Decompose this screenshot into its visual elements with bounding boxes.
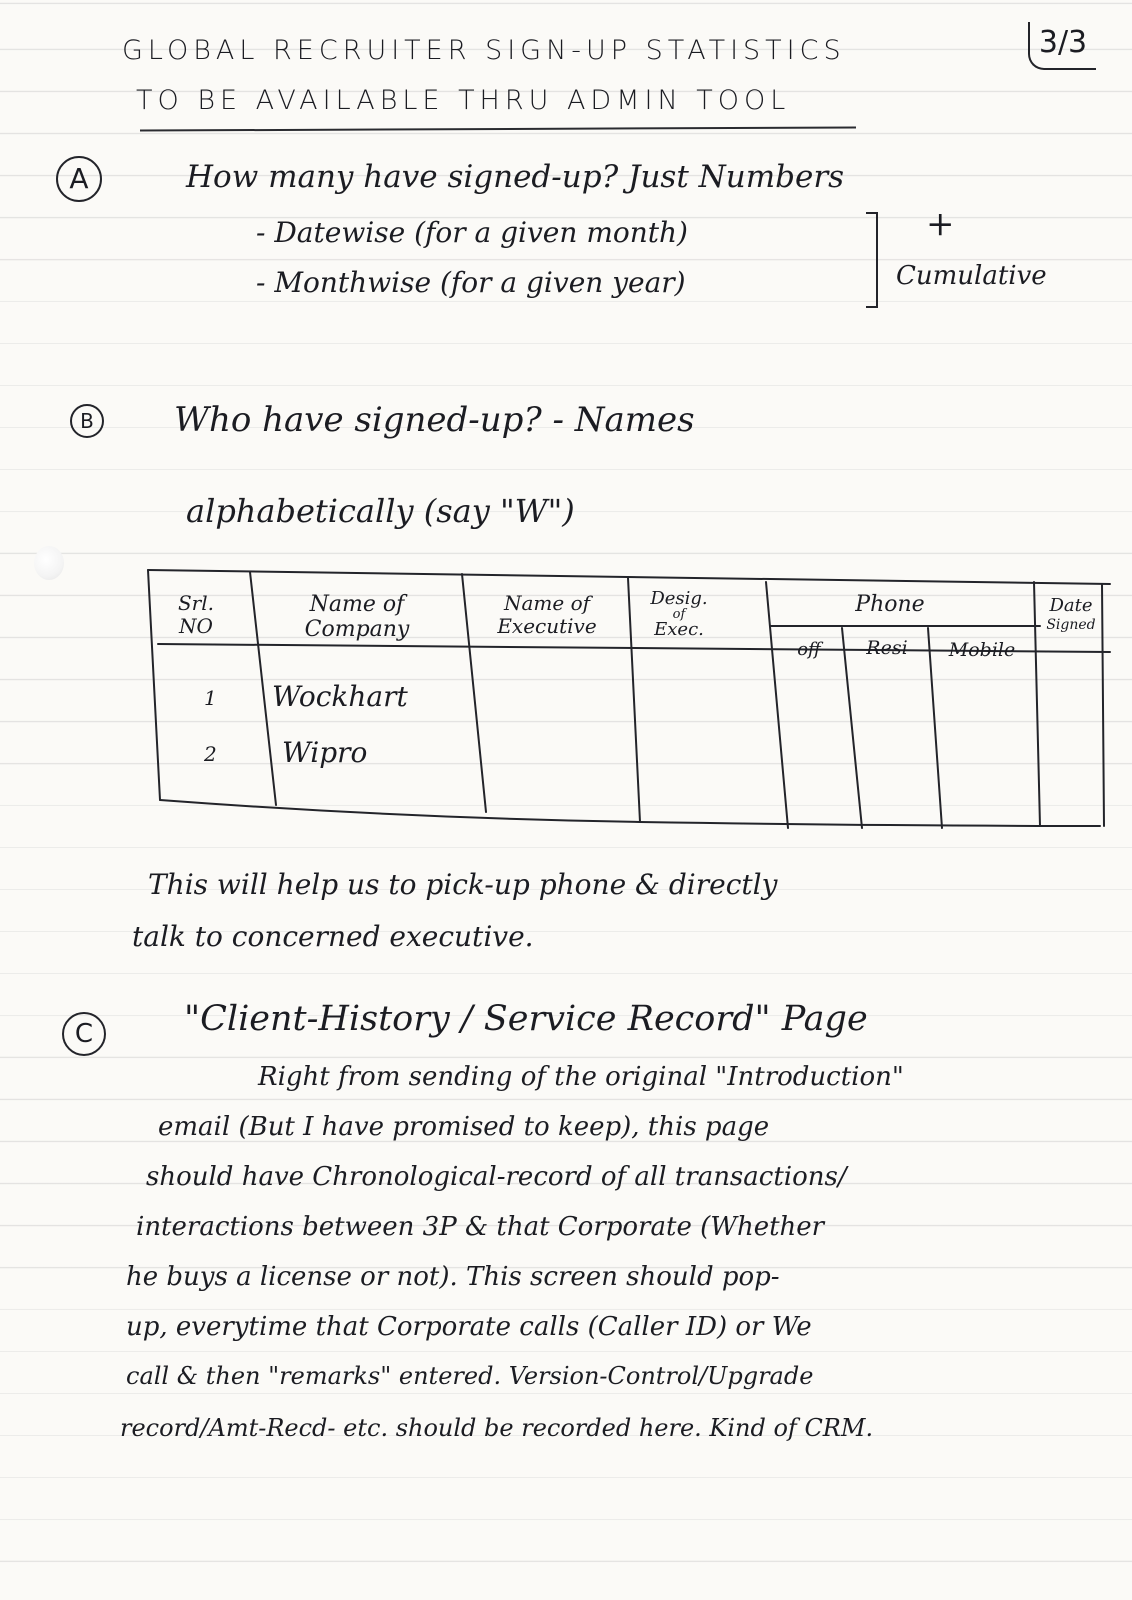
section-b-question: Who have signed-up? - Names	[174, 400, 695, 440]
section-a-marker: A	[56, 156, 102, 202]
header-phone-off: off	[797, 639, 821, 660]
header-executive-line2: Executive	[497, 614, 597, 638]
row-2-company: Wipro	[282, 736, 368, 769]
table-bottom-border	[160, 800, 1100, 826]
header-date	[1040, 596, 1102, 633]
header-date-line1: Date	[1049, 596, 1093, 616]
header-srl-line2: NO	[179, 614, 213, 638]
section-b-subtext: alphabetically (say "W")	[186, 492, 575, 530]
monthwise-item: - Monthwise (for a given year)	[256, 266, 686, 299]
row-2-no: 2	[204, 742, 217, 766]
title-line-1: GLOBAL RECRUITER SIGN-UP STATISTICS	[122, 35, 846, 66]
header-designation	[634, 590, 724, 639]
header-phone: Phone	[855, 592, 925, 617]
section-c-line-7: call & then "remarks" entered. Version-Control/Upgrade	[126, 1362, 814, 1390]
header-srl-no	[156, 592, 236, 638]
cumulative-label: Cumulative	[896, 261, 1047, 291]
title-line-2: TO BE AVAILABLE THRU ADMIN TOOL	[136, 85, 791, 116]
header-desig-line3: Exec.	[654, 619, 704, 640]
header-phone-resi: Resi	[866, 637, 908, 659]
col-line-right	[1102, 584, 1104, 826]
row-1-no: 1	[204, 686, 217, 710]
plus-sign: +	[926, 204, 955, 244]
header-executive	[470, 592, 624, 638]
datewise-item: - Datewise (for a given month)	[256, 216, 688, 249]
section-c-line-3: should have Chronological-record of all transactions/	[146, 1162, 847, 1192]
section-b-marker: B	[70, 404, 104, 438]
section-c-line-8: record/Amt-Recd- etc. should be recorded here. Kind of CRM.	[120, 1414, 874, 1442]
section-c-line-2: email (But I have promised to keep), this page	[158, 1112, 770, 1142]
page-number: 3/3	[1028, 22, 1096, 70]
header-company	[262, 592, 452, 643]
table-note-line-1: This will help us to pick-up phone & directly	[148, 868, 778, 901]
section-c-line-5: he buys a license or not). This screen should pop-	[126, 1262, 780, 1292]
header-desig-line1: Desig.	[650, 588, 708, 609]
header-phone-mobile: Mobile	[948, 639, 1016, 661]
section-c-heading: "Client-History / Service Record" Page	[184, 999, 868, 1039]
header-executive-line1: Name of	[503, 591, 591, 615]
row-1-company: Wockhart	[272, 680, 408, 713]
header-company-line1: Name of	[309, 592, 405, 617]
col-line-designation	[766, 582, 788, 828]
header-company-line2: Company	[304, 617, 410, 643]
table-note-line-2: talk to concerned executive.	[132, 920, 534, 953]
header-desig-line2: of	[672, 607, 686, 622]
section-a-question: How many have signed-up? Just Numbers	[186, 159, 845, 195]
header-date-line2: Signed	[1046, 616, 1096, 633]
header-srl-line1: Srl.	[177, 591, 214, 615]
section-c-marker: C	[62, 1012, 106, 1056]
section-c-line-4: interactions between 3P & that Corporate (Whether	[136, 1212, 825, 1242]
section-c-line-1: Right from sending of the original "Introduction"	[258, 1062, 904, 1092]
section-c-line-6: up, everytime that Corporate calls (Caller ID) or We	[126, 1312, 812, 1342]
